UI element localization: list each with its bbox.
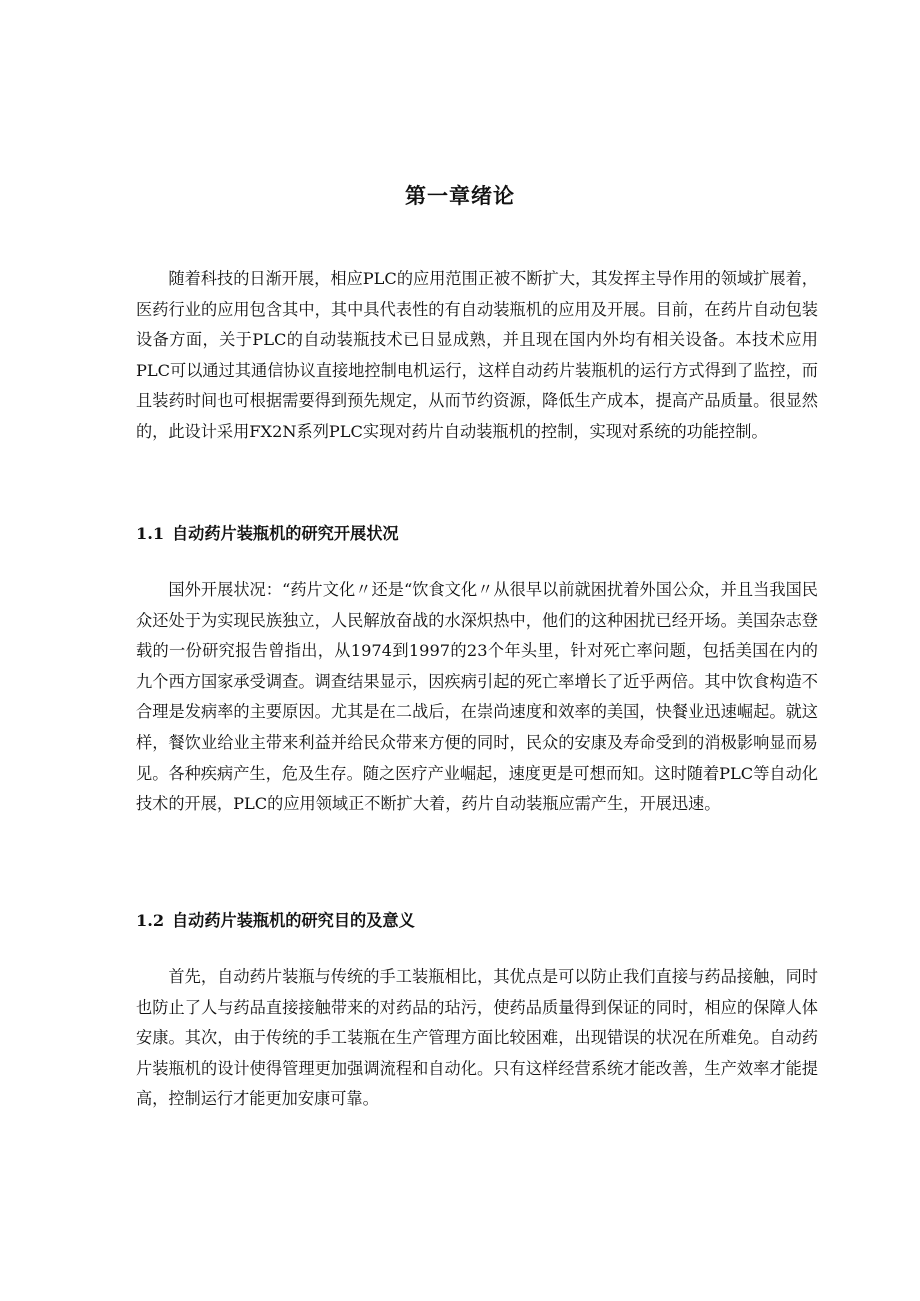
section-paragraph-1-1: 国外开展状况：“药片文化〃还是“饮食文化〃从很早以前就困扰着外国公众，并且当我国民众还处于为实现民族独立，人民解放奋战的水深炽热中，他们的这种困扰已经开场。美国杂志登载的一份研究报告曾指出，从1974到1997的23个年头里，针对死亡率问题，包括美国在内的九个西方国家承受调查。调查结果显示，因疾病引起的死亡率增长了近乎两倍。其中饮食构造不合理是发病率的主要原因。尤其是在二战后，在崇尚速度和效率的美国，快餐业迅速崛起。就这样，餐饮业给业主带来利益并给民众带来方便的同时，民众的安康及寿命受到的消极影响显而易见。各种疾病产生，危及生存。随之医疗产业崛起，速度更是可想而知。这时随着PLC等自动化技术的开展，PLC的应用领域正不断扩大着，药片自动装瓶应需产生，开展迅速。 [136,580,818,814]
section-number: 1.2 [136,911,165,930]
section-paragraph-1-2: 首先，自动药片装瓶与传统的手工装瓶相比，其优点是可以防止我们直接与药品接触，同时也防止了人与药品直接接触带来的对药品的玷污，使药品质量得到保证的同时，相应的保障人体安康。其次，由于传统的手工装瓶在生产管理方面比较困难，出现错误的状况在所难免。自动药片装瓶机的设计使得管理更加强调流程和自动化。只有这样经营系统才能改善，生产效率才能提高，控制运行才能更加安康可靠。 [136,967,818,1109]
section-heading-1-1 [136,519,818,549]
section-title: 自动药片装瓶机的研究目的及意义 [172,911,415,930]
chapter-title: 第一章绪论 [405,184,515,209]
section-title: 自动药片装瓶机的研究开展状况 [172,524,399,543]
intro-paragraph: 随着科技的日渐开展，相应PLC的应用范围正被不断扩大，其发挥主导作用的领域扩展着，医药行业的应用包含其中，其中具代表性的有自动装瓶机的应用及开展。目前，在药片自动包装设备方面，关于PLC的自动装瓶技术已日显成熟，并且现在国内外均有相关设备。本技术应用PLC可以通过其通信协议直接地控制电机运行，这样自动药片装瓶机的运行方式得到了监控，而且装药时间也可根据需要得到预先规定，从而节约资源，降低生产成本，提高产品质量。很显然的，此设计采用FX2N系列PLC实现对药片自动装瓶机的控制，实现对系统的功能控制。 [136,269,818,441]
section-heading-1-2 [136,906,818,936]
section-number: 1.1 [136,524,165,543]
